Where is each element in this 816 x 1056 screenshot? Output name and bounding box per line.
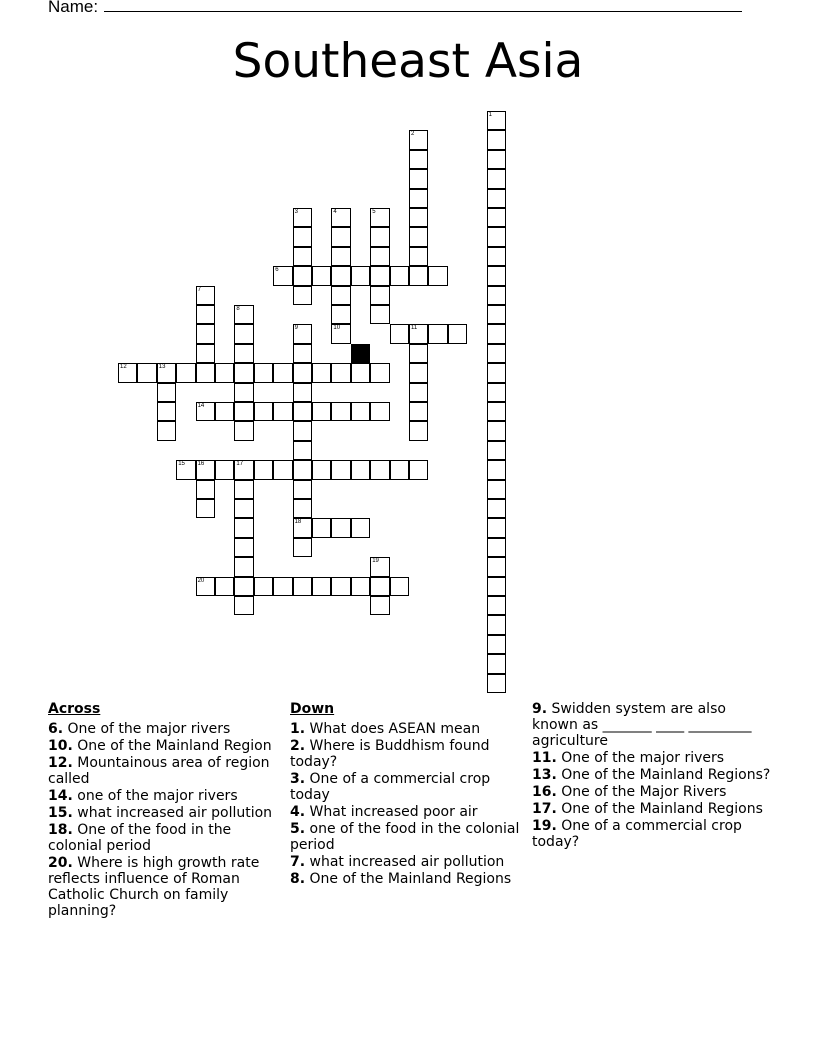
crossword-cell[interactable] <box>293 286 312 305</box>
crossword-cell[interactable] <box>409 266 428 285</box>
cell-number: 14 <box>197 403 205 409</box>
crossword-cell[interactable] <box>409 189 428 208</box>
cell-number: 9 <box>294 325 298 332</box>
clue-item <box>532 784 772 800</box>
crossword-cell[interactable] <box>331 286 350 305</box>
clue-item <box>290 771 520 803</box>
cell-number: 8 <box>236 306 240 312</box>
crossword-cell[interactable] <box>137 363 156 382</box>
crossword-cell[interactable] <box>370 363 389 382</box>
clue-item <box>48 755 278 787</box>
crossword-cell[interactable] <box>390 460 409 479</box>
crossword-cell[interactable] <box>196 577 215 596</box>
clue-text: One of the Mainland Regions? <box>556 767 771 783</box>
crossword-cell[interactable] <box>312 363 331 382</box>
clue-number: 9. <box>532 701 548 717</box>
crossword-cell[interactable] <box>273 577 292 596</box>
crossword-cell[interactable] <box>487 421 506 440</box>
cell-number: 1 <box>488 112 492 118</box>
crossword-cell[interactable] <box>254 402 273 421</box>
crossword-cell[interactable] <box>370 247 389 266</box>
crossword-cell[interactable] <box>370 266 389 285</box>
crossword-cell[interactable] <box>234 383 253 402</box>
crossword-cell[interactable] <box>196 286 215 305</box>
crossword-cell[interactable] <box>196 344 215 363</box>
clue-number: 19. <box>532 818 557 834</box>
crossword-cell[interactable] <box>293 538 312 557</box>
cell-number: 20 <box>197 577 205 584</box>
cell-number: 3 <box>294 209 298 215</box>
crossword-cell[interactable] <box>409 150 428 169</box>
crossword-cell[interactable] <box>487 363 506 382</box>
crossword-cell[interactable] <box>351 402 370 421</box>
crossword-cell[interactable] <box>293 383 312 402</box>
crossword-cell[interactable] <box>487 538 506 557</box>
crossword-cell[interactable] <box>215 402 234 421</box>
crossword-cell[interactable] <box>331 518 350 537</box>
crossword-cell[interactable] <box>351 460 370 479</box>
crossword-cell[interactable] <box>351 266 370 285</box>
clue-text: one of the major rivers <box>72 788 238 804</box>
crossword-cell[interactable] <box>331 402 350 421</box>
across-clue-list <box>48 721 278 919</box>
crossword-cell[interactable] <box>487 344 506 363</box>
crossword-cell[interactable] <box>487 402 506 421</box>
crossword-cell[interactable] <box>331 266 350 285</box>
crossword-cell[interactable] <box>487 266 506 285</box>
cell-number: 10 <box>333 325 341 332</box>
crossword-cell[interactable] <box>487 460 506 479</box>
clue-text: One of a commercial crop today <box>290 771 491 803</box>
crossword-cell[interactable] <box>157 363 176 382</box>
crossword-cell[interactable] <box>331 577 350 596</box>
crossword-cell[interactable] <box>351 518 370 537</box>
crossword-cell[interactable] <box>196 460 215 479</box>
crossword-cell[interactable] <box>293 518 312 537</box>
crossword-cell[interactable] <box>293 421 312 440</box>
crossword-cell[interactable] <box>409 324 428 343</box>
across-heading: Across <box>48 701 101 717</box>
clue-number: 20. <box>48 855 73 871</box>
crossword-cell[interactable] <box>390 266 409 285</box>
crossword-cell[interactable] <box>196 324 215 343</box>
clue-item <box>48 805 278 821</box>
clue-text: What increased poor air <box>305 804 478 820</box>
clue-text: One of the Mainland Regions <box>305 871 512 887</box>
crossword-cell[interactable] <box>370 460 389 479</box>
across-clues <box>48 700 278 920</box>
crossword-cell[interactable] <box>487 208 506 227</box>
crossword-cell[interactable] <box>234 324 253 343</box>
crossword-cell[interactable] <box>196 480 215 499</box>
crossword-cell[interactable] <box>487 111 506 130</box>
crossword-cell[interactable] <box>254 577 273 596</box>
crossword-cell[interactable] <box>428 324 447 343</box>
crossword-cell[interactable] <box>487 383 506 402</box>
crossword-cell[interactable] <box>312 460 331 479</box>
crossword-cell[interactable] <box>254 363 273 382</box>
crossword-cell[interactable] <box>370 577 389 596</box>
crossword-cell[interactable] <box>234 480 253 499</box>
crossword-cell[interactable] <box>409 227 428 246</box>
cell-number: 17 <box>236 461 244 468</box>
crossword-cell[interactable] <box>331 363 350 382</box>
crossword-cell[interactable] <box>448 324 467 343</box>
crossword-cell[interactable] <box>351 363 370 382</box>
crossword-cell[interactable] <box>234 518 253 537</box>
crossword-cell[interactable] <box>409 363 428 382</box>
clue-item <box>532 818 772 850</box>
crossword-cell[interactable] <box>487 674 506 693</box>
clue-number: 6. <box>48 721 64 737</box>
crossword-cell[interactable] <box>293 344 312 363</box>
crossword-cell[interactable] <box>487 577 506 596</box>
crossword-cell[interactable] <box>157 383 176 402</box>
crossword-cell[interactable] <box>293 266 312 285</box>
crossword-cell[interactable] <box>409 421 428 440</box>
clue-item <box>532 767 772 783</box>
clue-text: One of the food in the colonial period <box>48 822 232 854</box>
crossword-cell[interactable] <box>157 402 176 421</box>
clue-text: One of the Mainland Region <box>72 738 272 754</box>
clue-number: 16. <box>532 784 557 800</box>
crossword-cell[interactable] <box>234 344 253 363</box>
clue-number: 8. <box>290 871 306 887</box>
cell-number: 7 <box>197 286 201 293</box>
clue-item <box>532 750 772 766</box>
crossword-cell[interactable] <box>196 305 215 324</box>
crossword-cell[interactable] <box>234 363 253 382</box>
crossword-cell[interactable] <box>487 635 506 654</box>
crossword-cell[interactable] <box>487 286 506 305</box>
crossword-cell[interactable] <box>409 169 428 188</box>
crossword-cell[interactable] <box>273 402 292 421</box>
crossword-cell[interactable] <box>234 538 253 557</box>
clue-text: Mountainous area of region called <box>48 755 270 787</box>
crossword-cell[interactable] <box>487 499 506 518</box>
clue-text: One of the Mainland Regions <box>556 801 763 817</box>
crossword-cell[interactable] <box>370 208 389 227</box>
clue-number: 12. <box>48 755 73 771</box>
clue-number: 11. <box>532 750 557 766</box>
crossword-cell[interactable] <box>254 460 273 479</box>
crossword-cell[interactable] <box>487 480 506 499</box>
crossword-cell[interactable] <box>293 402 312 421</box>
clue-number: 15. <box>48 805 73 821</box>
cell-number: 19 <box>372 558 379 565</box>
crossword-cell[interactable] <box>176 460 195 479</box>
crossword-cell[interactable] <box>234 577 253 596</box>
crossword-cell[interactable] <box>196 499 215 518</box>
crossword-cell[interactable] <box>293 441 312 460</box>
crossword-cell[interactable] <box>312 402 331 421</box>
crossword-cell[interactable] <box>370 402 389 421</box>
crossword-cell[interactable] <box>215 577 234 596</box>
crossword-cell[interactable] <box>370 596 389 615</box>
clue-item <box>290 804 520 820</box>
down-clues-continued <box>532 701 772 851</box>
clue-text: what increased air pollution <box>305 854 505 870</box>
crossword-cell[interactable] <box>273 460 292 479</box>
down-clue-list-continued <box>532 701 772 850</box>
clue-number: 17. <box>532 801 557 817</box>
crossword-cell[interactable] <box>234 596 253 615</box>
clue-text: One of the Major Rivers <box>556 784 727 800</box>
crossword-cell[interactable] <box>487 227 506 246</box>
clue-number: 2. <box>290 738 306 754</box>
crossword-cell[interactable] <box>409 402 428 421</box>
clue-number: 3. <box>290 771 306 787</box>
clue-item <box>48 788 278 804</box>
crossword-cell[interactable] <box>293 363 312 382</box>
crossword-cell[interactable] <box>409 344 428 363</box>
crossword-cell[interactable] <box>293 227 312 246</box>
crossword-cell[interactable] <box>234 305 253 324</box>
crossword-cell[interactable] <box>234 402 253 421</box>
clue-item <box>532 701 772 749</box>
crossword-cell[interactable] <box>487 557 506 576</box>
crossword-cell[interactable] <box>234 499 253 518</box>
crossword-cell[interactable] <box>487 441 506 460</box>
crossword-cell[interactable] <box>293 208 312 227</box>
crossword-cell[interactable] <box>312 518 331 537</box>
crossword-cell[interactable] <box>293 480 312 499</box>
crossword-cell[interactable] <box>157 421 176 440</box>
page-title: Southeast Asia <box>232 34 584 89</box>
crossword-cell[interactable] <box>293 577 312 596</box>
clue-item <box>48 738 278 754</box>
crossword-cell[interactable] <box>487 615 506 634</box>
clue-item <box>48 721 278 737</box>
crossword-cell[interactable] <box>118 363 137 382</box>
crossword-cell[interactable] <box>370 557 389 576</box>
crossword-cell[interactable] <box>293 247 312 266</box>
crossword-cell[interactable] <box>487 130 506 149</box>
cell-number: 15 <box>178 461 185 468</box>
crossword-cell[interactable] <box>487 596 506 615</box>
clue-text: Swidden system are also known as _______ ____ _________ agriculture <box>532 701 752 749</box>
down-clues <box>290 700 520 888</box>
crossword-cell[interactable] <box>331 227 350 246</box>
cell-number: 4 <box>333 209 337 215</box>
crossword-cell[interactable] <box>487 189 506 208</box>
crossword-cell[interactable] <box>331 324 350 343</box>
cell-number: 6 <box>275 267 279 274</box>
crossword-cell[interactable] <box>351 577 370 596</box>
clue-text: one of the food in the colonial period <box>290 821 520 853</box>
clue-number: 10. <box>48 738 73 754</box>
crossword-cell[interactable] <box>428 266 447 285</box>
clue-text: What does ASEAN mean <box>305 721 481 737</box>
crossword-cell[interactable] <box>409 383 428 402</box>
crossword-cell[interactable] <box>370 286 389 305</box>
crossword-cell[interactable] <box>331 460 350 479</box>
clue-number: 13. <box>532 767 557 783</box>
crossword-cell[interactable] <box>331 247 350 266</box>
cell-number: 2 <box>411 131 415 138</box>
crossword-cell[interactable] <box>370 305 389 324</box>
clue-item <box>290 854 520 870</box>
cell-number: 11 <box>411 325 418 332</box>
crossword-cell[interactable] <box>390 324 409 343</box>
clue-text: Where is high growth rate reflects influence of Roman Catholic Church on family planning? <box>48 855 260 919</box>
crossword-cell[interactable] <box>487 654 506 673</box>
crossword-cell[interactable] <box>331 208 350 227</box>
crossword-cell[interactable] <box>370 227 389 246</box>
clue-number: 1. <box>290 721 306 737</box>
clue-number: 18. <box>48 822 73 838</box>
clue-text: One of a commercial crop today? <box>532 818 742 850</box>
crossword-cell[interactable] <box>487 518 506 537</box>
clue-item <box>532 801 772 817</box>
clue-text: One of the major rivers <box>63 721 231 737</box>
clue-number: 4. <box>290 804 306 820</box>
cell-number: 13 <box>158 364 166 371</box>
crossword-cell[interactable] <box>312 266 331 285</box>
crossword-cell[interactable] <box>487 247 506 266</box>
clue-item <box>290 821 520 853</box>
crossword-cell[interactable] <box>234 557 253 576</box>
clue-item <box>290 721 520 737</box>
clue-text: what increased air pollution <box>72 805 273 821</box>
crossword-cell[interactable] <box>390 577 409 596</box>
crossword-cell[interactable] <box>487 169 506 188</box>
clue-number: 5. <box>290 821 306 837</box>
crossword-cell[interactable] <box>409 130 428 149</box>
cell-number: 5 <box>372 209 376 215</box>
crossword-cell[interactable] <box>487 324 506 343</box>
cell-number: 18 <box>294 519 302 526</box>
clue-number: 7. <box>290 854 306 870</box>
crossword-cell[interactable] <box>293 324 312 343</box>
cell-number: 16 <box>197 461 205 468</box>
crossword-cell[interactable] <box>215 363 234 382</box>
crossword-cell[interactable] <box>487 150 506 169</box>
crossword-cell[interactable] <box>409 208 428 227</box>
crossword-cell[interactable] <box>234 421 253 440</box>
clue-item <box>48 855 278 919</box>
crossword-cell[interactable] <box>293 499 312 518</box>
clue-text: Where is Buddhism found today? <box>290 738 490 770</box>
clue-item <box>290 738 520 770</box>
crossword-cell[interactable] <box>312 577 331 596</box>
down-heading: Down <box>290 701 335 717</box>
crossword-cell[interactable] <box>196 402 215 421</box>
crossword-cell[interactable] <box>293 460 312 479</box>
clue-number: 14. <box>48 788 73 804</box>
clue-item <box>290 871 520 887</box>
crossword-cell[interactable] <box>409 460 428 479</box>
crossword-cell[interactable] <box>487 305 506 324</box>
down-clue-list <box>290 721 520 887</box>
crossword-cell[interactable] <box>234 460 253 479</box>
name-label: Name: <box>48 0 99 16</box>
clue-text: One of the major rivers <box>556 750 725 766</box>
black-square <box>351 344 370 363</box>
clue-item <box>48 822 278 854</box>
crossword-cell[interactable] <box>409 247 428 266</box>
crossword-cell[interactable] <box>273 266 292 285</box>
crossword-cell[interactable] <box>176 363 195 382</box>
crossword-cell[interactable] <box>196 363 215 382</box>
crossword-cell[interactable] <box>331 305 350 324</box>
crossword-cell[interactable] <box>215 460 234 479</box>
cell-number: 12 <box>120 364 127 371</box>
crossword-cell[interactable] <box>273 363 292 382</box>
